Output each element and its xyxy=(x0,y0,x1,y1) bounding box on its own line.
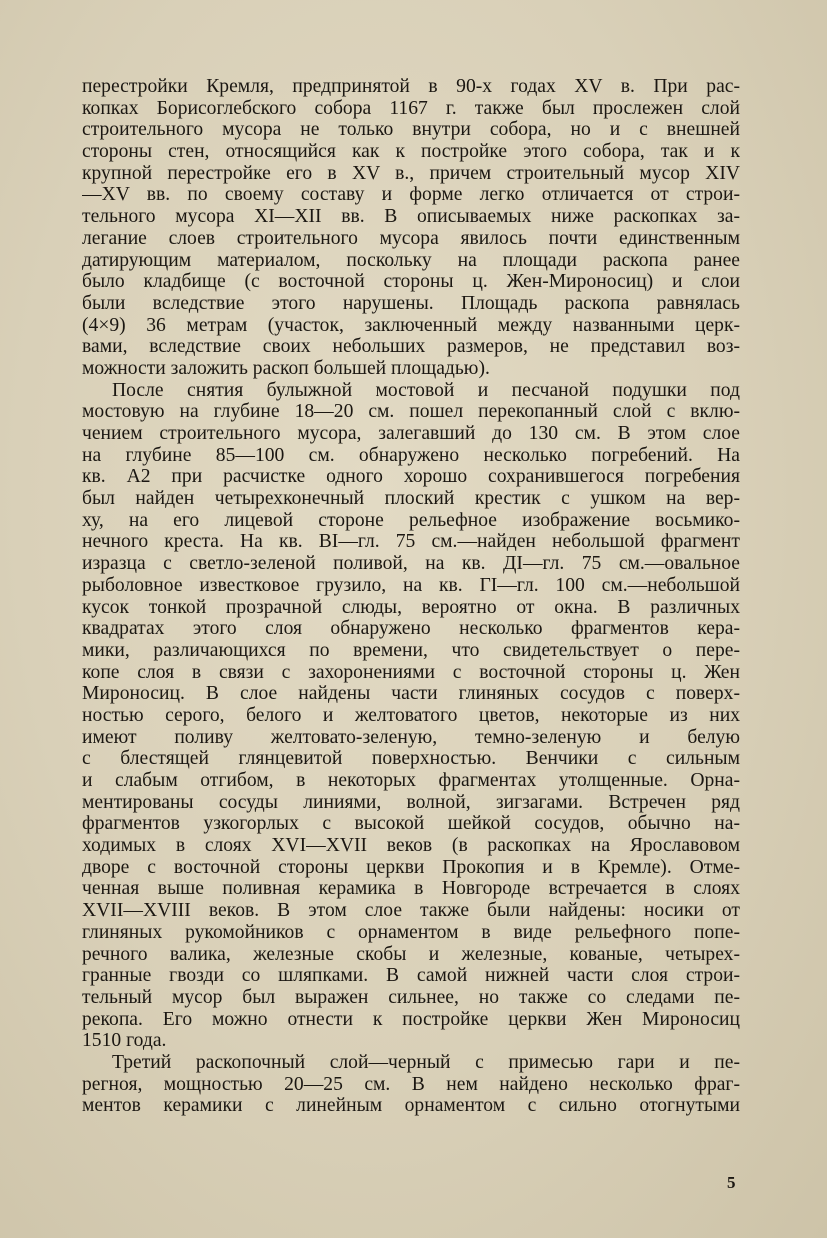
text-line: тельного мусора XI—XII вв. В описываемых ниже раскопках за- xyxy=(82,206,740,228)
text-line: тельный мусор был выражен сильнее, но также со следами пе- xyxy=(82,986,740,1008)
text-line: перестройки Кремля, предпринятой в 90-х годах XV в. При рас- xyxy=(82,76,740,97)
text-line: ходимых в слоях XVI—XVII веков (в раскопках на Ярославовом xyxy=(82,835,740,857)
text-line: копе слоя в связи с захоронениями с восточной стороны ц. Жен xyxy=(82,661,740,683)
text-line: строительного мусора не только внутри собора, но и с внешней xyxy=(82,119,740,141)
text-line: ностью серого, белого и желтоватого цветов, некоторые из них xyxy=(82,704,740,726)
text-line: легание слоев строительного мусора явилось почти единственным xyxy=(82,227,740,249)
text-line: мостовую на глубине 18—20 см. пошел перекопанный слой с вклю- xyxy=(82,401,740,423)
text-line: 1510 года. xyxy=(82,1030,167,1052)
text-line: рекопа. Его можно отнести к постройке церкви Жен Мироносиц xyxy=(82,1008,740,1030)
text-line: Мироносиц. В слое найдены части глиняных сосудов с поверх- xyxy=(82,683,740,705)
text-line: можности заложить раскоп большей площадью). xyxy=(82,357,490,379)
text-line: кв. А2 при расчистке одного хорошо сохранившегося погребения xyxy=(82,466,740,488)
text-line: рыболовное известковое грузило, на кв. ГI—гл. 100 см.—небольшой xyxy=(82,574,740,596)
text-line: и слабым отгибом, в некоторых фрагментах утолщенные. Орна- xyxy=(82,770,740,791)
text-line: на глубине 85—100 см. обнаружено несколько погребений. На xyxy=(82,444,740,466)
text-line: имеют поливу желтовато-зеленую, темно-зеленую и белую xyxy=(82,726,740,748)
page-number: 5 xyxy=(727,1173,736,1192)
text-line: ченная выше поливная керамика в Новгороде встречается в слоях xyxy=(82,878,740,900)
text-line: регноя, мощностью 20—25 см. В нем найдено несколько фраг- xyxy=(82,1073,740,1095)
text-line: квадратах этого слоя обнаружено несколько фрагментов кера- xyxy=(82,618,740,640)
text-line: изразца с светло-зеленой поливой, на кв. ДI—гл. 75 см.—овальное xyxy=(82,553,740,575)
text-line: речного валика, железные скобы и железные, кованые, четырех- xyxy=(82,943,740,965)
text-line: ментов керамики с линейным орнаментом с сильно отогнутыми xyxy=(82,1095,740,1117)
text-line: XVII—XVIII веков. В этом слое также были найдены: носики от xyxy=(82,900,740,922)
text-line: вами, вследствие своих небольших размеров, не представил воз- xyxy=(82,336,740,358)
text-line: был найден четырехконечный плоский крестик с ушком на вер- xyxy=(82,488,740,510)
body-text xyxy=(82,76,740,1117)
text-line: чением строительного мусора, залегавший до 130 см. В этом слое xyxy=(82,423,740,444)
text-line: кусок тонкой прозрачной слюды, вероятно от окна. В различных xyxy=(82,596,740,618)
text-line: ху, на его лицевой стороне рельефное изображение восьмико- xyxy=(82,509,740,531)
text-line: крупной перестройке его в XV в., причем строительный мусор XIV xyxy=(82,162,740,184)
text-line: датирующим материалом, поскольку на площади раскопа ранее xyxy=(82,249,740,271)
text-line: копках Борисоглебского собора 1167 г. также был прослежен слой xyxy=(82,97,740,119)
text-line: стороны стен, относящийся как к постройке этого собора, так и к xyxy=(82,141,740,163)
text-line: Третий раскопочный слой—черный с примесью гари и пе- xyxy=(112,1051,740,1073)
text-line: нечного креста. На кв. ВI—гл. 75 см.—найден небольшой фрагмент xyxy=(82,531,740,553)
text-line: ментированы сосуды линиями, волной, зигзагами. Встречен ряд xyxy=(82,791,740,813)
text-line: гранные гвозди со шляпками. В самой нижней части слоя строи- xyxy=(82,965,740,987)
text-line: глиняных рукомойников с орнаментом в виде рельефного попе- xyxy=(82,921,740,943)
text-line: с блестящей глянцевитой поверхностью. Венчики с сильным xyxy=(82,748,740,770)
text-line: (4×9) 36 метрам (участок, заключенный между названными церк- xyxy=(82,314,740,336)
text-line: были вследствие этого нарушены. Площадь раскопа равнялась xyxy=(82,292,740,314)
text-line: фрагментов узкогорлых с высокой шейкой сосудов, обычно на- xyxy=(82,813,740,835)
text-line: мики, различающихся по времени, что свидетельствует о пере- xyxy=(82,639,740,661)
text-line: дворе с восточной стороны церкви Прокопия и в Кремле). Отме- xyxy=(82,856,740,878)
text-line: было кладбище (с восточной стороны ц. Жен-Мироносиц) и слои xyxy=(82,271,740,293)
text-line: После снятия булыжной мостовой и песчаной подушки под xyxy=(112,379,740,401)
text-line: —XV вв. по своему составу и форме легко отличается от строи- xyxy=(82,184,740,206)
